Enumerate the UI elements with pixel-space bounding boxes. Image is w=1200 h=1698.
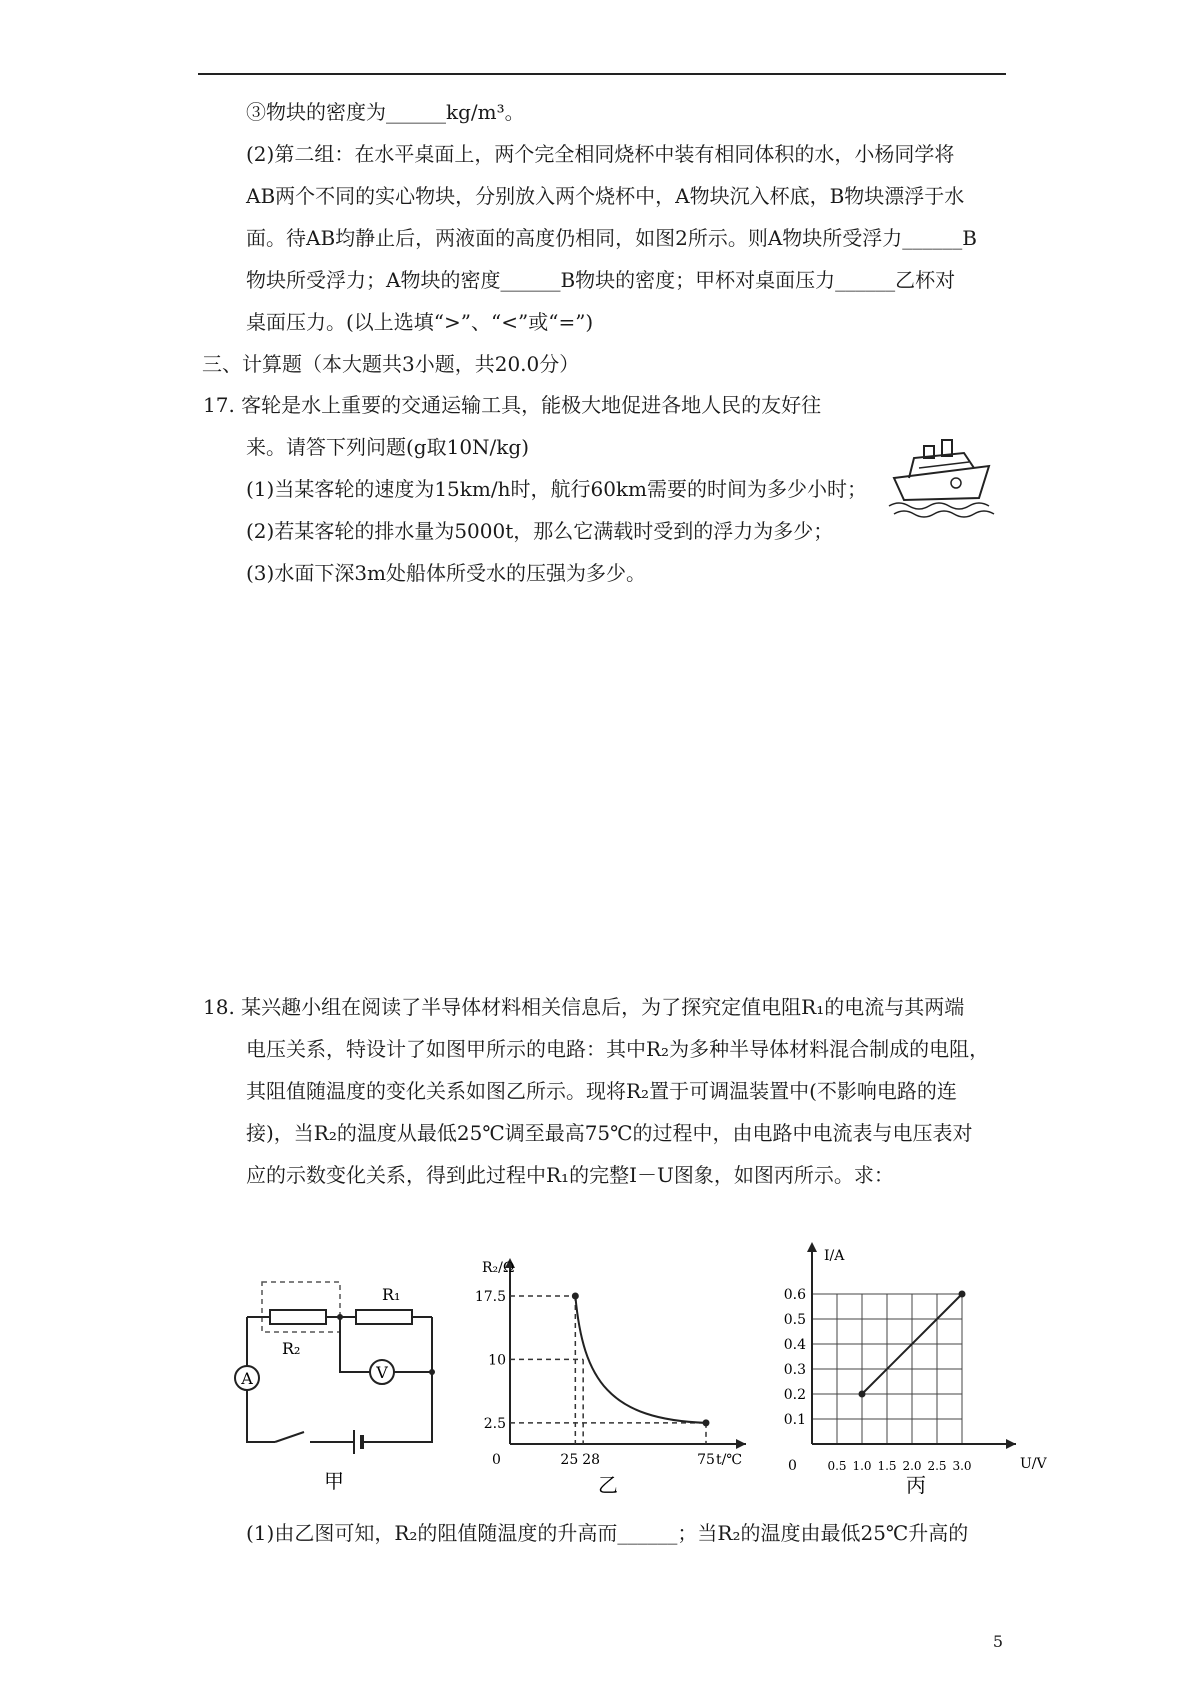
resistor-r2 [270, 1310, 326, 1324]
x-tick-label: 0.5 [827, 1459, 847, 1473]
x-tick-label: 2.5 [927, 1459, 947, 1473]
x-tick-label: 3.0 [952, 1459, 972, 1473]
question-17-text: 17. 客轮是水上重要的交通运输工具，能极大地促进各地人民的友好往 [203, 393, 822, 417]
svg-text:甲: 甲 [324, 1469, 344, 1493]
text-line: ③物块的密度为______kg/m³。 [246, 100, 525, 124]
question-18-text: 18. 某兴趣小组在阅读了半导体材料相关信息后，为了探究定值电阻R₁的电流与其两端 [203, 995, 965, 1019]
svg-text:R₁: R₁ [382, 1285, 401, 1304]
y-tick-label: 0.4 [783, 1337, 806, 1353]
x-axis-label: t/℃ [716, 1452, 743, 1468]
question-18-text: 应的示数变化关系，得到此过程中R₁的完整I－U图象，如图丙所示。求： [246, 1163, 894, 1187]
y-tick-label: 10 [488, 1352, 506, 1369]
text-line: AB两个不同的实心物块，分别放入两个烧杯中，A物块沉入杯底，B物块漂浮于水 [246, 184, 965, 208]
y-axis-label: I/A [824, 1248, 845, 1264]
text-line: 物块所受浮力；A物块的密度______B物块的密度；甲杯对桌面压力______乙杯对 [246, 268, 956, 292]
origin-label: 0 [788, 1458, 797, 1474]
figure-caption: 丙 [906, 1473, 926, 1497]
chart-r2-vs-t [474, 1250, 758, 1498]
switch [275, 1432, 304, 1442]
data-point [703, 1419, 710, 1426]
ship-illustration [884, 428, 1004, 522]
question-17-text: 来。请答下列问题(g取10N/kg) [246, 435, 530, 459]
question-18-text: 接)，当R₂的温度从最低25℃调至最高75℃的过程中，由电路中电流表与电压表对 [246, 1121, 973, 1145]
question-18-text: 电压关系，特设计了如图甲所示的电路：其中R₂为多种半导体材料混合制成的电阻， [246, 1037, 990, 1061]
y-tick-label: 0.5 [783, 1312, 806, 1328]
x-tick-label: 2.0 [902, 1459, 922, 1473]
question-17-part: (2)若某客轮的排水量为5000t，那么它满载时受到的浮力为多少； [246, 519, 834, 543]
y-axis-label: R₂/Ω [482, 1260, 515, 1276]
circuit-figure [242, 1262, 472, 1492]
data-point [859, 1391, 866, 1398]
svg-text:R₂: R₂ [282, 1339, 301, 1358]
svg-text:V: V [376, 1363, 388, 1382]
page-number: 5 [992, 1632, 1003, 1651]
chart-i-vs-u [768, 1236, 1068, 1498]
y-tick-label: 0.3 [783, 1362, 806, 1378]
y-tick-label: 0.1 [783, 1412, 806, 1428]
y-tick-label: 0.6 [783, 1287, 806, 1303]
x-tick-label: 1.5 [877, 1459, 897, 1473]
y-tick-label: 2.5 [483, 1415, 506, 1432]
section-heading: 三、计算题（本大题共3小题，共20.0分） [202, 352, 580, 376]
data-point [959, 1291, 966, 1298]
x-tick-label: 75 [697, 1452, 715, 1468]
text-line: (2)第二组：在水平桌面上，两个完全相同烧杯中装有相同体积的水，小杨同学将 [246, 142, 955, 166]
r2-curve [575, 1296, 706, 1423]
x-tick-label: 25 [560, 1452, 579, 1468]
origin-label: 0 [492, 1452, 501, 1468]
data-point [572, 1293, 579, 1300]
question-18-text: 其阻值随温度的变化关系如图乙所示。现将R₂置于可调温装置中(不影响电路的连 [246, 1079, 957, 1103]
figure-caption: 乙 [598, 1473, 618, 1497]
question-17-part: (1)当某客轮的速度为15km/h时，航行60km需要的时间为多少小时； [246, 477, 868, 501]
x-tick-label: 28 [582, 1452, 601, 1468]
question-17-part: (3)水面下深3m处船体所受水的压强为多少。 [246, 561, 647, 585]
resistor-r1 [356, 1310, 412, 1324]
text-line: 桌面压力。(以上选填“>”、“<”或“=”) [246, 310, 594, 334]
x-tick-label: 1.0 [852, 1459, 872, 1473]
x-axis-label: U/V [1020, 1456, 1047, 1472]
y-tick-label: 0.2 [783, 1387, 806, 1403]
header-rule [198, 73, 1006, 75]
y-tick-label: 17.5 [474, 1289, 506, 1305]
question-18-part: (1)由乙图可知，R₂的阻值随温度的升高而______；当R₂的温度由最低25℃升高的 [246, 1521, 969, 1545]
svg-text:A: A [241, 1369, 253, 1388]
text-line: 面。待AB均静止后，两液面的高度仍相同，如图2所示。则A物块所受浮力______B [246, 226, 978, 250]
